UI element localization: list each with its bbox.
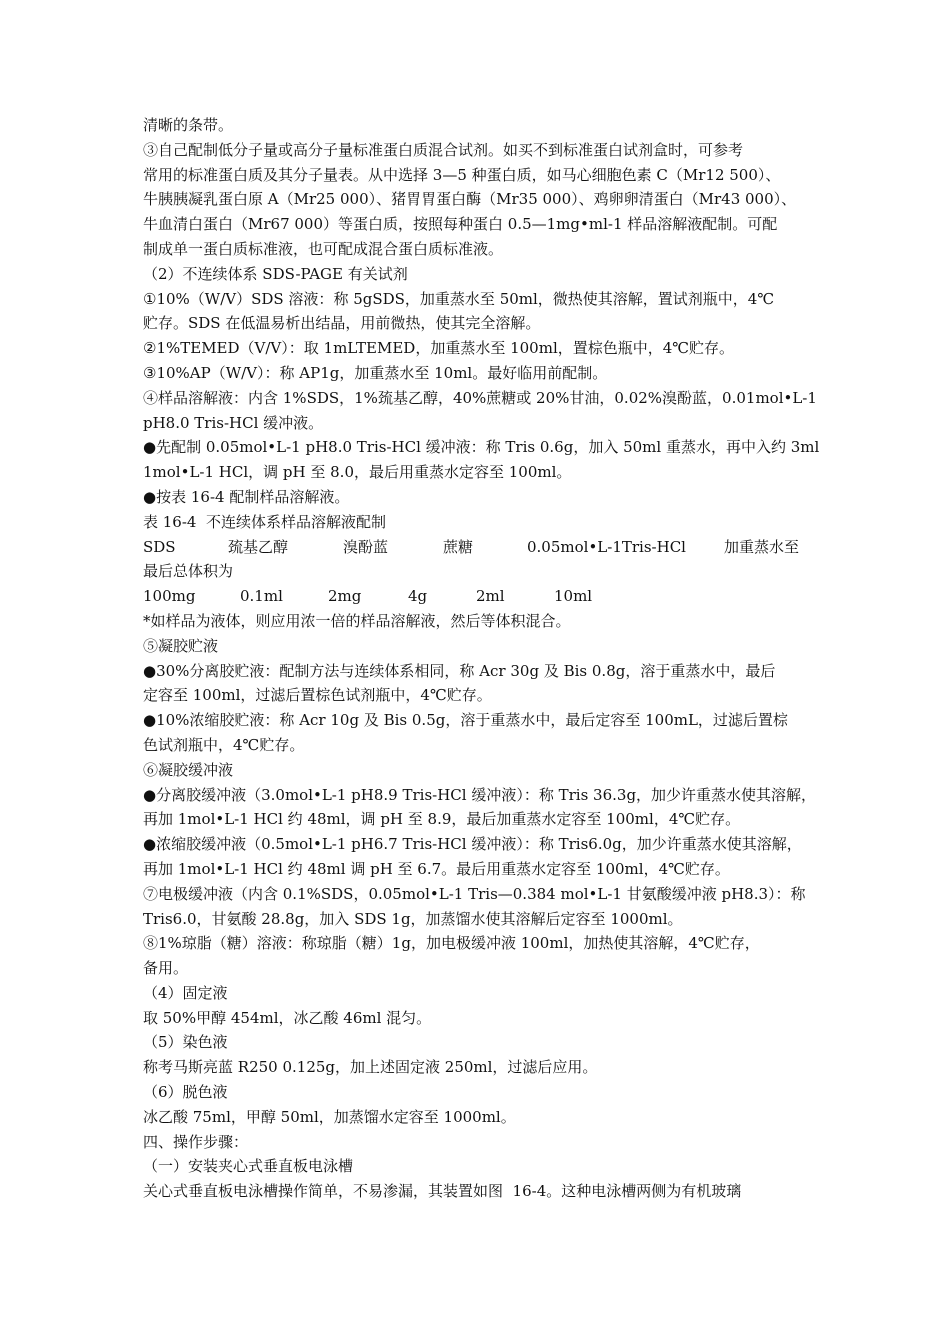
table-cell: 10ml [554, 587, 593, 606]
text-line: ●浓缩胶缓冲液（0.5mol•L-1 pH6.7 Tris-HCl 缓冲液）：称 Tris6.0g，加少许重蒸水使其溶解， [143, 835, 802, 854]
table-cell: 100mg [143, 587, 196, 606]
table-header-continuation: 最后总体积为 [143, 562, 234, 581]
text-line: 备用。 [143, 959, 189, 978]
table-header-cell: 巯基乙醇 [228, 537, 289, 556]
text-line: ●30%分离胶贮液：配制方法与连续体系相同，称 Acr 30g 及 Bis 0.8g，溶于重蒸水中，最后 [143, 661, 776, 680]
section-heading: ⑥凝胶缓冲液 [143, 760, 234, 779]
text-line: 常用的标准蛋白质及其分子量表。从中选择 3—5 种蛋白质，如马心细胞色素 C（Mr12 500）、 [143, 165, 781, 184]
table-cell: 4g [408, 587, 428, 606]
document-page [143, 113, 820, 1204]
text-line: ③自己配制低分子量或高分子量标准蛋白质混合试剂。如买不到标准蛋白试剂盒时，可参考 [143, 140, 744, 159]
text-line: ⑧1%琼脂（糖）溶液：称琼脂（糖）1g，加电极缓冲液 100ml，加热使其溶解，4℃贮存， [143, 934, 760, 953]
section-heading: （5）染色液 [143, 1033, 228, 1052]
text-line: pH8.0 Tris-HCl 缓冲液。 [143, 413, 324, 432]
section-heading: ⑤凝胶贮液 [143, 636, 219, 655]
section-heading: 四、操作步骤： [143, 1132, 249, 1151]
text-line: 清晰的条带。 [143, 116, 234, 134]
text-line: Tris6.0，甘氨酸 28.8g，加入 SDS 1g，加蒸馏水使其溶解后定容至 1000ml。 [143, 909, 683, 928]
table-header-cell: 溴酚蓝 [343, 537, 389, 556]
text-line: 冰乙酸 75ml，甲醇 50ml，加蒸馏水定容至 1000ml。 [143, 1107, 516, 1126]
text-line: ③10%AP（W/V）：称 AP1g，加重蒸水至 10ml。最好临用前配制。 [143, 363, 608, 382]
table-header-cell: 蔗糖 [443, 537, 474, 556]
table-header-cell: 加重蒸水至 [724, 537, 800, 556]
text-line: 定容至 100ml，过滤后置棕色试剂瓶中，4℃贮存。 [143, 686, 492, 705]
text-line: ⑦电极缓冲液（内含 0.1%SDS，0.05mol•L-1 Tris—0.384 mol•L-1 甘氨酸缓冲液 pH8.3）：称 [143, 884, 806, 903]
text-line: 牛血清白蛋白（Mr67 000）等蛋白质，按照每种蛋白 0.5—1mg•ml-1 样品溶解液配制。可配 [143, 215, 778, 234]
text-line: ●10%浓缩胶贮液：称 Acr 10g 及 Bis 0.5g，溶于重蒸水中，最后定容至 100mL，过滤后置棕 [143, 711, 788, 730]
text-line: *如样品为液体，则应用浓一倍的样品溶解液，然后等体积混合。 [143, 611, 571, 630]
section-heading: （6）脱色液 [143, 1083, 228, 1102]
text-line: 1mol•L-1 HCl，调 pH 至 8.0，最后用重蒸水定容至 100ml。 [143, 463, 572, 482]
text-line: ●先配制 0.05mol•L-1 pH8.0 Tris-HCl 缓冲液：称 Tris 0.6g，加入 50ml 重蒸水，再中入约 3ml [143, 438, 820, 457]
section-heading: （一）安装夹心式垂直板电泳槽 [143, 1157, 354, 1176]
text-line: 再加 1mol•L-1 HCl 约 48ml 调 pH 至 6.7。最后用重蒸水定容至 100ml，4℃贮存。 [143, 859, 730, 878]
text-line: ④样品溶解液：内含 1%SDS，1%巯基乙醇，40%蔗糖或 20%甘油，0.02%溴酚蓝，0.01mol•L-1 [143, 388, 817, 407]
text-line: 关心式垂直板电泳槽操作简单，不易渗漏，其装置如图 16-4。这种电泳槽两侧为有机玻璃 [143, 1182, 742, 1201]
table-cell: 0.1ml [240, 587, 283, 606]
text-line: 制成单一蛋白质标准液，也可配成混合蛋白质标准液。 [143, 239, 504, 258]
section-heading: （4）固定液 [143, 983, 228, 1002]
text-line: ②1%TEMED（V/V）：取 1mLTEMED，加重蒸水至 100ml，置棕色瓶中，4℃贮存。 [143, 339, 735, 358]
table-caption: 表 16-4 不连续体系样品溶解液配制 [143, 512, 387, 531]
table-row [143, 584, 811, 609]
section-heading: （2）不连续体系 SDS-PAGE 有关试剂 [143, 264, 408, 283]
text-line: 贮存。SDS 在低温易析出结晶，用前微热，使其完全溶解。 [143, 314, 541, 333]
text-line: 牛胰胰凝乳蛋白原 A（Mr25 000）、猪胃胃蛋白酶（Mr35 000）、鸡卵卵清蛋白（Mr43 000）、 [143, 190, 797, 209]
text-line: 色试剂瓶中，4℃贮存。 [143, 735, 305, 754]
text-line: ①10%（W/V）SDS 溶液：称 5gSDS，加重蒸水至 50ml，微热使其溶解，置试剂瓶中，4℃ [143, 289, 775, 308]
text-line: ●分离胶缓冲液（3.0mol•L-1 pH8.9 Tris-HCl 缓冲液）：称 Tris 36.3g，加少许重蒸水使其溶解， [143, 785, 817, 804]
table-cell: 2mg [328, 587, 362, 606]
text-line: 再加 1mol•L-1 HCl 约 48ml，调 pH 至 8.9，最后加重蒸水定容至 100ml，4℃贮存。 [143, 810, 741, 829]
text-line: 取 50%甲醇 454ml，冰乙酸 46ml 混匀。 [143, 1008, 432, 1027]
table-cell: 2ml [476, 587, 505, 606]
table-header-row [143, 535, 811, 560]
text-line: ●按表 16-4 配制样品溶解液。 [143, 487, 350, 506]
table-header-cell: 0.05mol•L-1Tris-HCl [527, 537, 686, 556]
table-header-cell: SDS [143, 537, 176, 556]
text-line: 称考马斯亮蓝 R250 0.125g，加上述固定液 250ml，过滤后应用。 [143, 1058, 598, 1077]
